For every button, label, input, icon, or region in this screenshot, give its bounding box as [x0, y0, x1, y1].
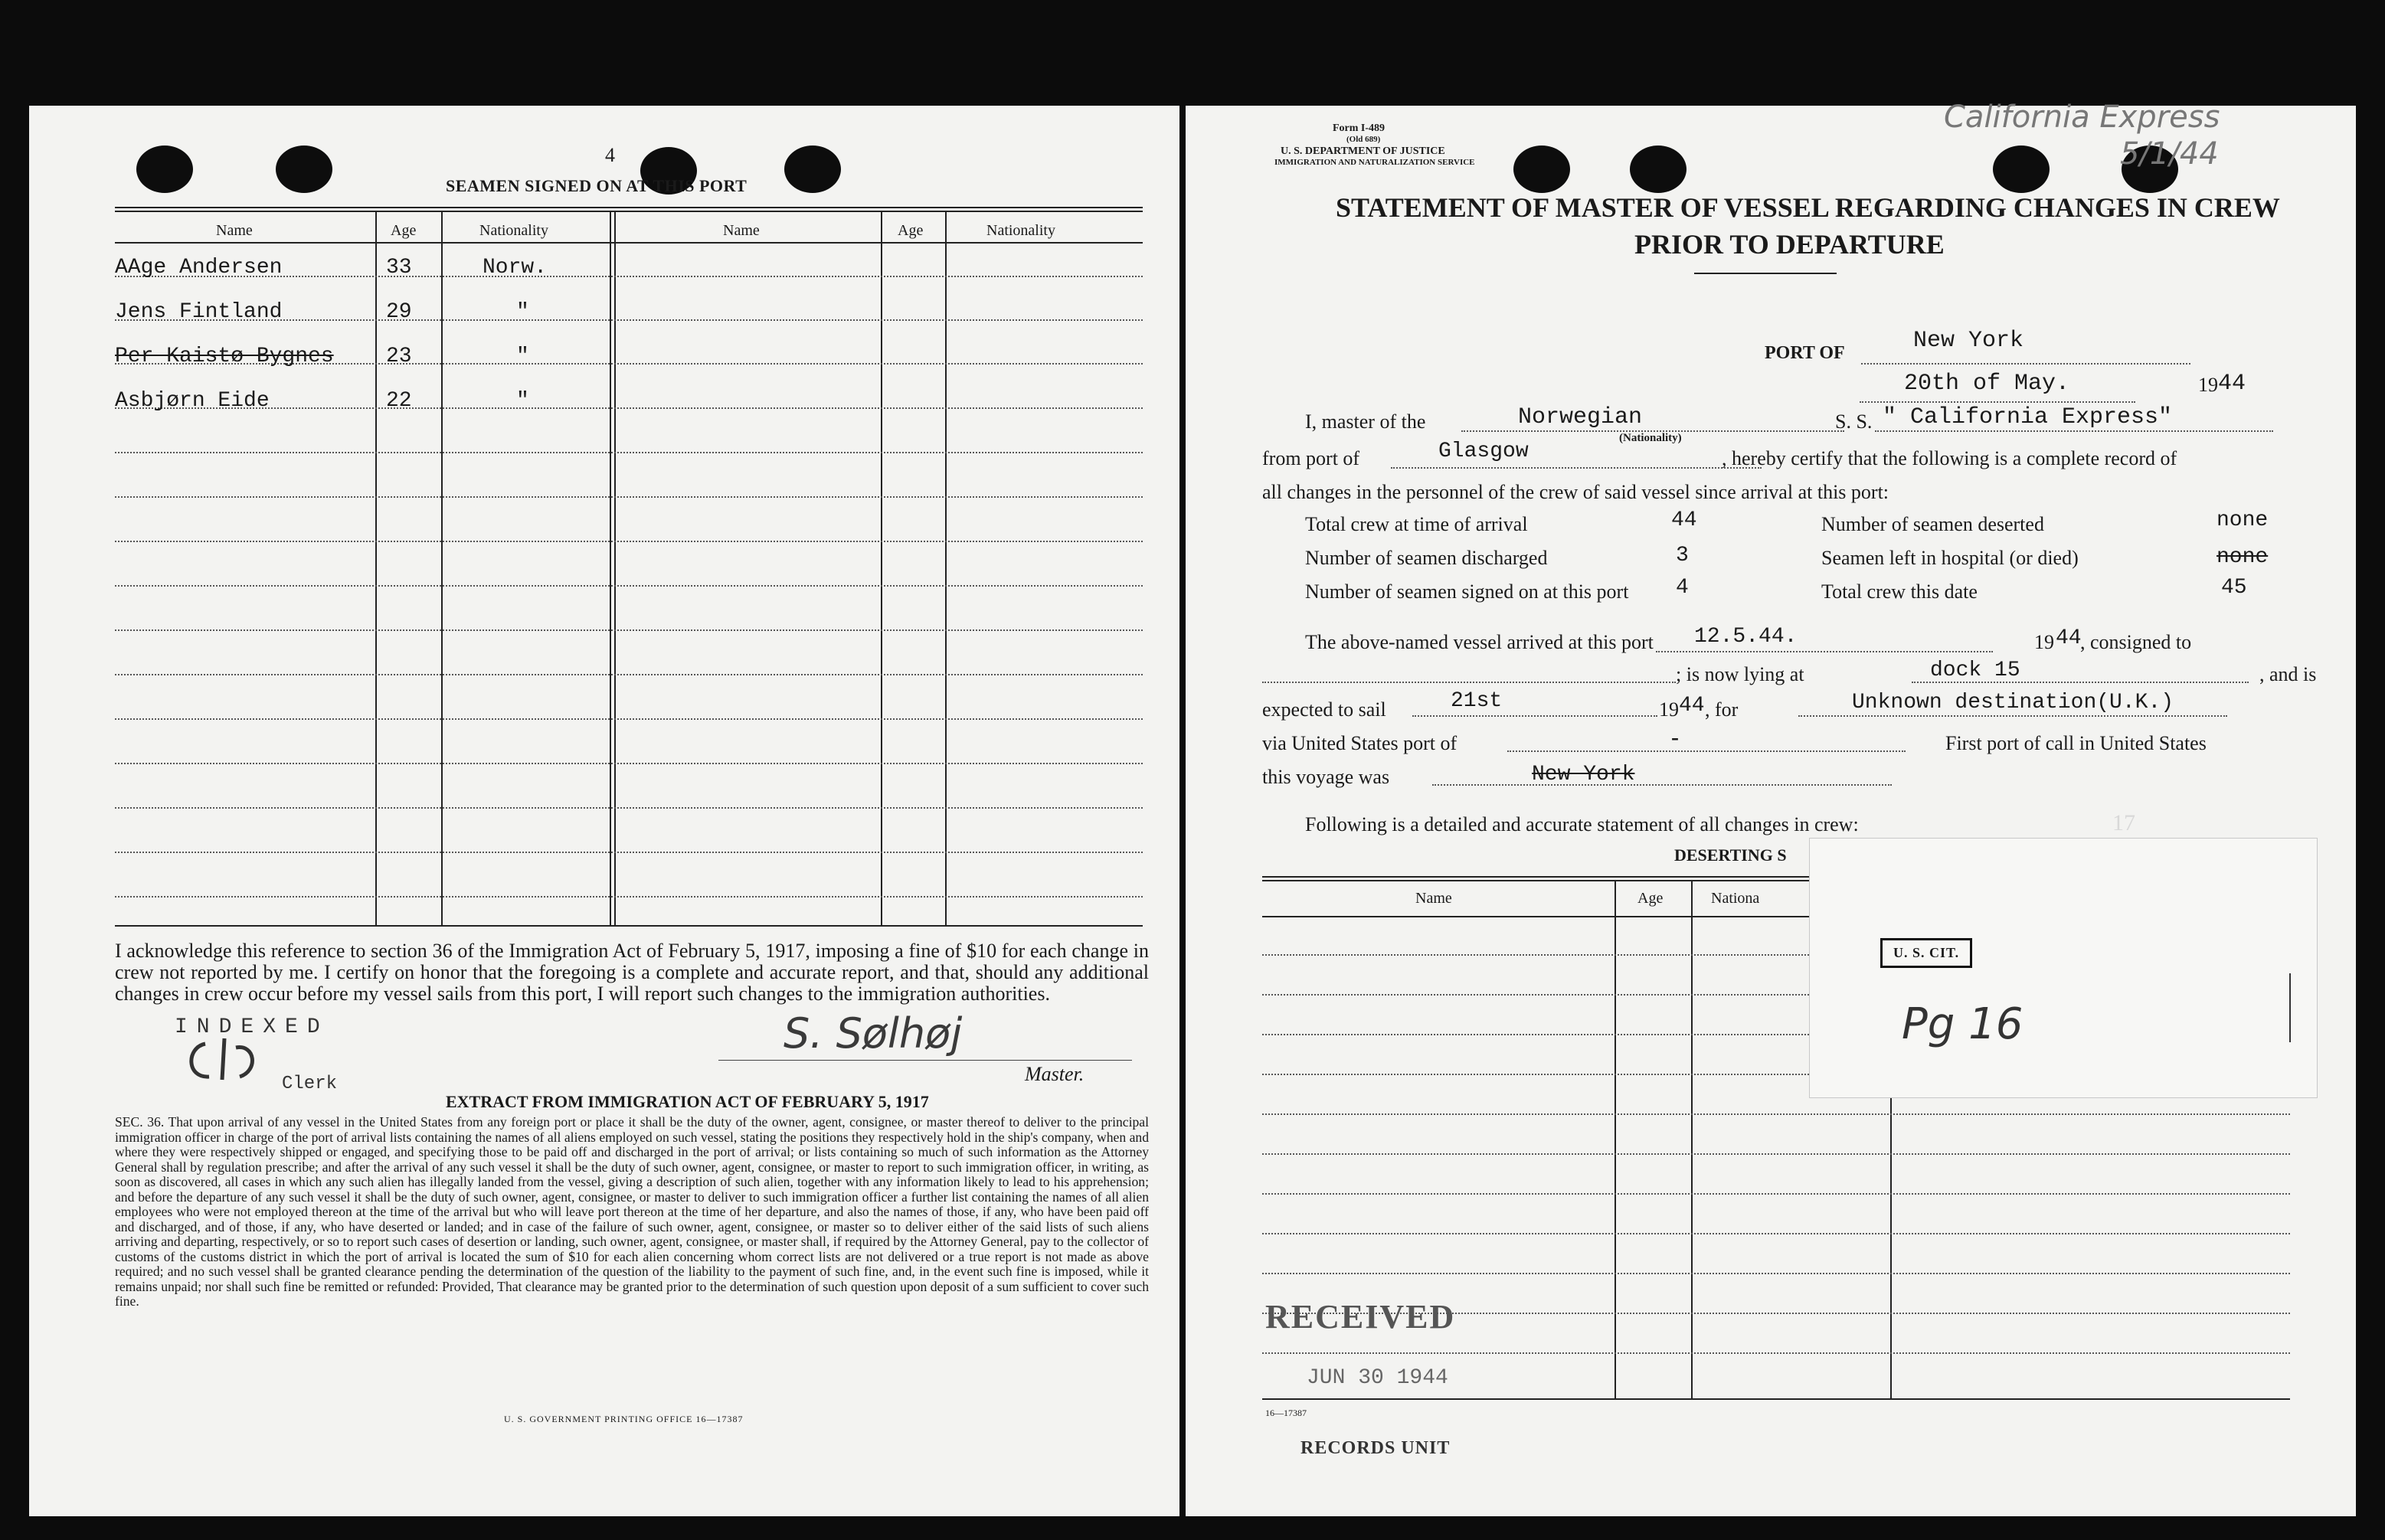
table-row-nationality: " — [516, 345, 529, 368]
page-number: 4 — [605, 144, 615, 166]
handwritten-ship-name: California Express — [1944, 100, 2220, 135]
initials-mark — [182, 1032, 267, 1096]
stat-label: Number of seamen signed on at this port — [1305, 580, 1629, 603]
stat-value: none — [2217, 545, 2269, 569]
stat-value: 45 — [2221, 576, 2247, 600]
table-row-nationality: " — [516, 389, 529, 413]
us-cit-stamp: U. S. CIT. — [1880, 938, 1972, 968]
form-title-line2: PRIOR TO DEPARTURE — [1634, 229, 1945, 260]
ship-name: " California Express" — [1883, 404, 2173, 430]
col-header-age: Age — [898, 222, 924, 239]
table-row-age: 23 — [386, 345, 412, 368]
col-header-name: Name — [723, 222, 760, 239]
voyage-value: New York — [1532, 763, 1635, 786]
punch-hole — [276, 145, 332, 193]
form-code: 16—17387 — [1265, 1408, 1307, 1418]
col-header-age: Age — [391, 222, 417, 239]
right-page — [1186, 100, 2356, 1516]
col-header-nationality: Nationality — [479, 222, 548, 239]
clerk-stamp: Clerk — [282, 1074, 338, 1094]
from-port-label: from port of — [1262, 447, 1360, 469]
service-name: IMMIGRATION AND NATURALIZATION SERVICE — [1274, 158, 1475, 167]
indexed-stamp: INDEXED — [175, 1015, 329, 1039]
form-title-line1: STATEMENT OF MASTER OF VESSEL REGARDING CHANGES IN CREW — [1336, 192, 2280, 223]
punch-hole — [1513, 145, 1570, 193]
extract-text: SEC. 36. That upon arrival of any vessel in the United States from any foreign port or place it shall be the duty of the owner, agent, consignee, or master thereof to deliver to the principal immigration officer in charge of the port of arrival lists containing the names of all aliens employed on such vessel, stating the positions they respectively hold in the ship's company, when and where they were respectively shipped or engaged, and specifying those to be paid off and discharged in the port of arrival; or lists containing so much of such information as the Attorney General shall by regulation prescribe; and after the arrival of any such vessel it shall be the duty of such owner, agent, consignee, or master to report to such immigration officer, in writing, as soon as discovered, all cases in which any such alien has illegally landed from the vessel, giving a description of such alien, together with any information likely to lead to his apprehension; and before the departure of any such vessel it shall be the duty of such owner, agent, consignee, or master to deliver to such immigration officer a further list containing the names of all alien employees who were not employed thereon at the time of the arrival but who will leave port thereon at the time of her departure, and also the names of those, if any, who have been paid off and discharged, and of those, if any, who have deserted or landed; and in case of the failure of such owner, agent, consignee, or master so to deliver either of the said lists of such aliens arriving and departing, respectively, or so to report such cases of desertion or landing, such owner, agent, consignee, or master shall, if required by the Attorney General, pay to the collector of customs of the customs district in which the port of arrival is located the sum of $10 for each alien concerning whom correct lists are not delivered or a true report is not made as above required; and no such vessel shall be granted clearance pending the determination of the question of the liability to the payment of such fine, and, in the event such fine is imposed, while it remains unpaid; nor shall such fine be remitted or refunded: Provided, That clearance may be granted prior to the determination of such question upon deposit of a sum sufficient to cover such fine. — [115, 1114, 1149, 1309]
lying-value: dock 15 — [1930, 659, 2020, 682]
deserting-title: DESERTING S — [1674, 845, 1787, 865]
via-value: - — [1671, 724, 1679, 750]
following-text: Following is a detailed and accurate statement of all changes in crew: — [1305, 813, 1859, 835]
table-row-age: 29 — [386, 300, 412, 324]
year-value: 44 — [2218, 371, 2246, 397]
deserting-col-age: Age — [1637, 890, 1664, 907]
printing-office: U. S. GOVERNMENT PRINTING OFFICE 16—17387 — [504, 1414, 744, 1424]
expected-label: expected to sail — [1262, 698, 1386, 721]
consigned-label: , consigned to — [2080, 631, 2192, 653]
and-is-label: , and is — [2259, 663, 2317, 685]
acknowledgement-text: I acknowledge this reference to section 36 of the Immigration Act of February 5, 1917, imposing a fine of $10 for each change in crew not reported by me. I certify on honor that the foregoing is a complete and accurate report, and that, should any additional changes in crew occur before my vessel sails from this port, I will report such changes to the immigration authorities. — [115, 940, 1149, 1005]
stat-value: 44 — [1671, 508, 1697, 532]
arrived-year-prefix: 19 — [2034, 631, 2054, 653]
nationality-caption: (Nationality) — [1619, 432, 1682, 444]
year-prefix: 19 — [2198, 374, 2218, 396]
table-row-age: 33 — [386, 256, 412, 280]
punch-hole — [784, 145, 841, 193]
received-stamp: RECEIVED — [1265, 1298, 1456, 1336]
master-label: Master. — [1025, 1063, 1085, 1085]
deserting-col-name: Name — [1415, 890, 1452, 907]
table-row-name: Per Kaistø Bygnes — [115, 345, 334, 368]
port-of-label: PORT OF — [1765, 343, 1845, 363]
stat-value: none — [2217, 508, 2269, 532]
voyage-label: this voyage was — [1262, 766, 1390, 788]
section-title: SEAMEN SIGNED ON AT THIS PORT — [446, 176, 748, 195]
table-row-age: 22 — [386, 389, 412, 413]
changes-text: all changes in the personnel of the crew of said vessel since arrival at this port: — [1262, 481, 1889, 503]
arrived-date: 12.5.44. — [1694, 625, 1798, 649]
received-date-stamp: JUN 30 1944 — [1307, 1366, 1448, 1390]
margin-mark: 17 — [2112, 810, 2135, 835]
from-port-value: Glasgow — [1438, 440, 1529, 463]
via-label: via United States port of — [1262, 732, 1458, 754]
stat-label: Total crew this date — [1821, 580, 1978, 603]
table-row-nationality: " — [516, 300, 529, 324]
sail-year: 44 — [1679, 694, 1705, 718]
left-page — [29, 106, 1179, 1516]
for-label: , for — [1705, 698, 1739, 721]
arrived-year: 44 — [2056, 626, 2082, 650]
certify-text: , hereby certify that the following is a complete record of — [1722, 447, 2177, 469]
lying-label: ; is now lying at — [1676, 663, 1804, 685]
port-value: New York — [1913, 328, 2024, 354]
destination-value: Unknown destination(U.K.) — [1852, 691, 2174, 714]
department-name: U. S. DEPARTMENT OF JUSTICE — [1281, 145, 1445, 157]
table-row-name: Jens Fintland — [115, 300, 283, 324]
col-header-name: Name — [216, 222, 253, 239]
deserting-col-nationality: Nationa — [1711, 890, 1760, 907]
stat-label: Number of seamen deserted — [1821, 513, 2044, 535]
stat-label: Seamen left in hospital (or died) — [1821, 547, 2079, 569]
stat-value: 4 — [1676, 576, 1689, 600]
page-reference-note: Pg 16 — [1902, 999, 2023, 1049]
ss-label: S. S. — [1835, 410, 1873, 433]
sail-year-prefix: 19 — [1659, 698, 1679, 721]
form-number: Form I-489 — [1333, 123, 1386, 134]
col-header-nationality: Nationality — [986, 222, 1055, 239]
master-signature: S. Sølhøj — [784, 1009, 963, 1058]
table-row-name: Asbjørn Eide — [115, 389, 270, 413]
records-unit-stamp: RECORDS UNIT — [1300, 1438, 1451, 1458]
table-row-name: AAge Andersen — [115, 256, 283, 280]
punch-hole — [1993, 145, 2050, 193]
attached-slip — [1809, 838, 2318, 1098]
stat-label: Number of seamen discharged — [1305, 547, 1548, 569]
extract-title: EXTRACT FROM IMMIGRATION ACT OF FEBRUARY 5, 1917 — [446, 1092, 929, 1111]
punch-hole — [136, 145, 193, 193]
punch-hole — [1630, 145, 1687, 193]
date-value: 20th of May. — [1904, 371, 2070, 397]
arrived-label: The above-named vessel arrived at this port — [1305, 631, 1654, 653]
form-old-number: (Old 689) — [1346, 135, 1381, 144]
handwritten-date: 5/1/44 — [2120, 136, 2219, 172]
nationality-value: Norwegian — [1518, 404, 1643, 430]
sail-day: 21st — [1451, 689, 1503, 713]
table-row-nationality: Norw. — [483, 256, 548, 280]
first-port-label: First port of call in United States — [1945, 732, 2207, 754]
stat-value: 3 — [1676, 544, 1689, 567]
stat-label: Total crew at time of arrival — [1305, 513, 1528, 535]
master-of-label: I, master of the — [1305, 410, 1426, 433]
